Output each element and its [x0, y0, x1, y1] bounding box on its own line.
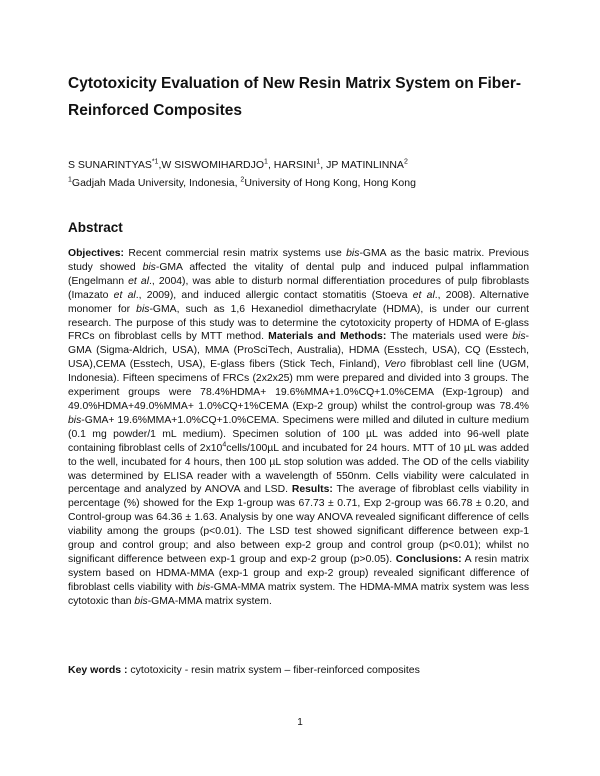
- abstract-text: -GMA as the basic matrix. Previous study showed: [68, 248, 529, 273]
- italic-term: et al: [128, 275, 150, 287]
- objectives-label: Objectives:: [68, 248, 125, 259]
- abstract-heading: Abstract: [68, 220, 123, 235]
- abstract-text: Recent commercial resin matrix systems use: [124, 248, 347, 259]
- italic-term: bis: [68, 414, 82, 426]
- abstract-text: fibroblast cell line (UGM, Indonesia). Fifteen specimens of FRCs (2x2x25) mm were prepared and divided into 3 groups. The experiment groups were 78.4%HDMA+ 19.6%MMA+1.0%CQ+1.0%CEMA (Exp-1group) and 49.0%HDMA+49.0%MMA+ 1.0%CQ+1%CEMA (Exp-2 group) whilst the control-group was 78.4%: [68, 359, 529, 412]
- paper-title: Cytotoxicity Evaluation of New Resin Matrix System on Fiber-Reinforced Composites: [68, 75, 522, 119]
- author-superscript: *1: [151, 158, 159, 166]
- italic-term: bis: [134, 595, 148, 607]
- abstract-text: cells/100µL and incubated for 24 hours. MTT of 10 µL was added to the well, incubated for 4 hours, then 100 µL stop solution was added. The OD of the cells viability was determined by ELISA reader with a wavelength of 550nm. Cells viability were calculated in percentage and analyzed by ANOVA and LSD.: [68, 442, 529, 496]
- abstract-text: -GMA affected the vitality of dental pulp and induced pulpal inflammation (Engelmann: [68, 261, 529, 287]
- author-superscript: 1: [316, 158, 321, 166]
- affiliations: $^1$Gadjah Mada University, Indonesia, $^2$University of Hong Kong, Hong Kong: [68, 176, 416, 189]
- affiliation-text: University of Hong Kong, Hong Kong: [244, 177, 416, 189]
- abstract-text: -GMA+ 19.6%MMA+1.0%CQ+1.0%CEMA. Specimens were milled and diluted in culture medium (0.1 mg powder/1 mL medium). Specimen solution of 100 µL was added into 96-well plate containing fibroblast cells of 2x10: [68, 414, 529, 454]
- affiliation-superscript: 1: [68, 176, 72, 184]
- italic-term: bis: [136, 303, 150, 315]
- italic-term: et al: [113, 289, 136, 301]
- author-name: W SISWOMIHARDJO: [161, 159, 265, 171]
- author-name: HARSINI: [273, 159, 317, 171]
- abstract-text: -GMA-MMA matrix system. The HDMA-MMA matrix system was less cytotoxic than: [68, 581, 530, 607]
- italic-term: bis: [512, 331, 526, 343]
- author-name: JP MATINLINNA: [326, 159, 404, 171]
- italic-term: Vero: [384, 359, 406, 371]
- abstract-text: ., 2008). Alternative monomer for: [68, 289, 530, 315]
- abstract-text: -GMA (Sigma-Aldrich, USA), MMA (ProSciTech, Australia), HDMA (Esstech, USA), CQ (Esstech, USA),CEMA (Esstech, USA), E-glass fibers (Stick Tech, Finland),: [68, 331, 529, 371]
- abstract-text: The materials used were: [386, 331, 513, 343]
- author-name: S SUNARINTYAS: [68, 159, 152, 171]
- keywords-line: [68, 663, 538, 677]
- keywords-label: Key words :: [68, 664, 128, 676]
- exponent: 4: [222, 441, 227, 449]
- conclusions-label: Conclusions:: [392, 553, 462, 565]
- author-list: S SUNARINTYAS$^{*1}$,W SISWOMIHARDJO$^1$, HARSINI$^1$, JP MATINLINNA$^2$: [68, 158, 408, 171]
- keywords-text: cytotoxicity - resin matrix system – fiber-reinforced composites: [127, 664, 420, 676]
- author-superscript: 1: [264, 158, 268, 166]
- italic-term: bis: [142, 261, 156, 273]
- results-label: Results:: [288, 484, 333, 496]
- affiliation-text: Gadjah Mada University, Indonesia: [71, 177, 235, 189]
- abstract-body: [68, 247, 529, 609]
- page-number: 1: [297, 717, 303, 728]
- italic-term: et al: [412, 289, 435, 301]
- italic-term: bis: [346, 248, 360, 259]
- abstract-text: ., 2009), and induced allergic contact stomatitis (Stoeva: [135, 289, 413, 301]
- abstract-text: -GMA, such as 1,6 Hexanediol dimethacrylate (HDMA), is under our current research. The purpose of this study was to determine the cytotoxicity property of HDMA of E-glass FRCs on fibroblast cells by MTT method.: [68, 303, 529, 343]
- abstract-text: -GMA-MMA matrix system.: [147, 595, 272, 607]
- abstract-text: ., 2004), was able to disturb normal differentiation procedures of pulp fibroblasts (Imazato: [68, 275, 530, 301]
- abstract-text: A resin matrix system based on HDMA-MMA (exp-1 group and exp-2 group) revealed significant difference of fibroblast cells viability with: [68, 553, 529, 593]
- italic-term: bis: [196, 581, 211, 593]
- abstract-text: The average of fibroblast cells viability in percentage (%) showed for the Exp 1-group was 67.73 ± 0.71, Exp 2-group was 66.78 ± 0.20, and Control-group was 64.36 ± 1.63. Analysis by one way ANOVA revealed significant difference of cells viability among the groups (p<0.01). The LSD test showed significant difference between exp-1 group and control group; and also between exp-2 group and control group (p<0.01); whilst no significant difference between exp-1 group and exp-2 group (p>0.05).: [68, 484, 529, 565]
- author-superscript: 2: [403, 158, 408, 166]
- methods-label: Materials and Methods:: [263, 331, 387, 343]
- affiliation-superscript: 2: [240, 176, 245, 184]
